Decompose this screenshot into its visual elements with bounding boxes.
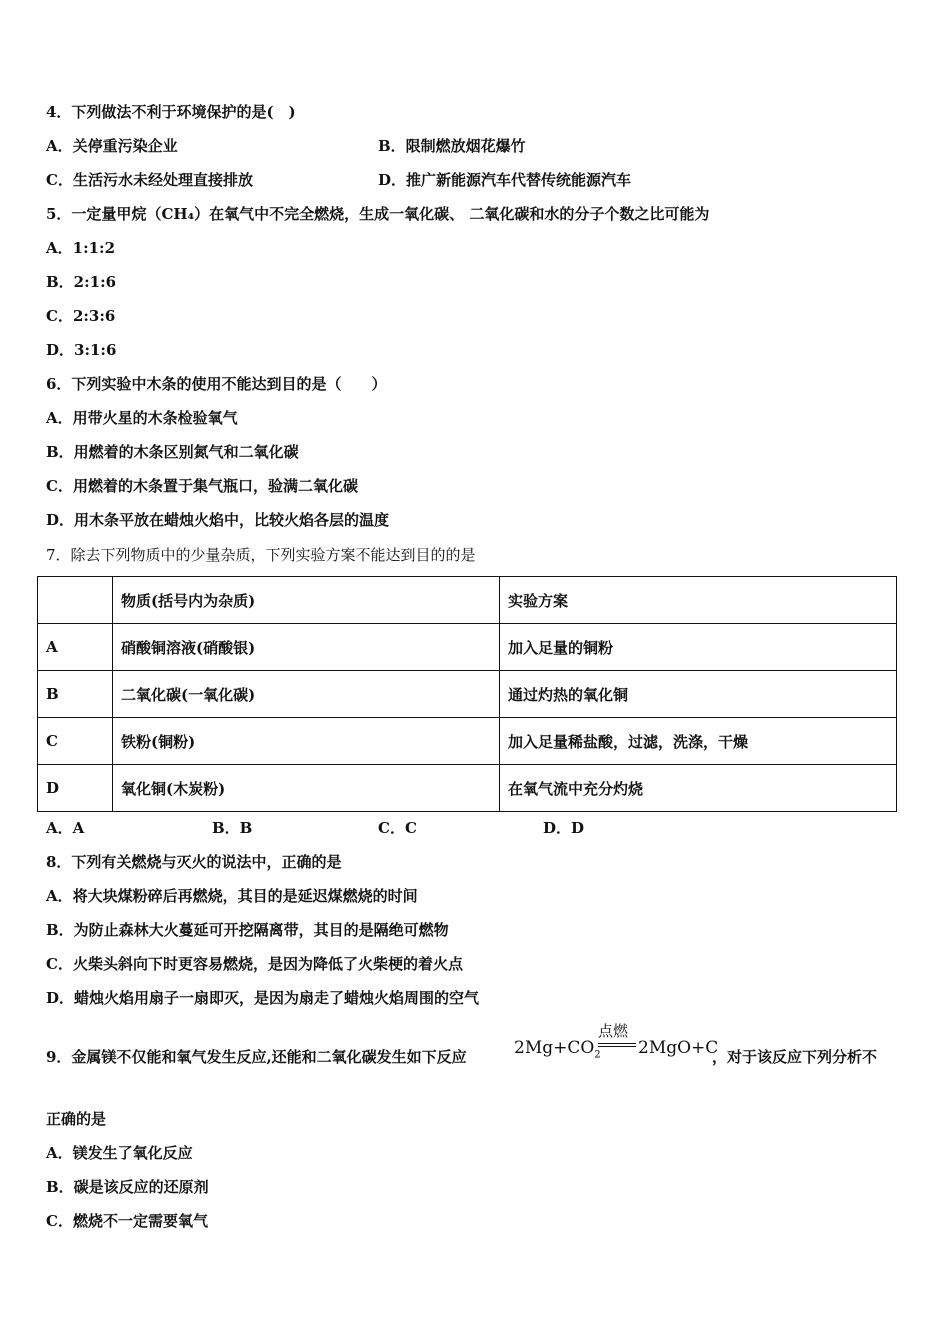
q7-option-a: A．A [46,819,85,837]
q6-option-d: D．用木条平放在蜡烛火焰中，比较火焰各层的温度 [46,511,390,529]
table-row [38,718,897,765]
table-header-cell: 物质(括号内为杂质) [113,577,500,624]
q4-option-a: A．关停重污染企业 [46,137,178,155]
q6-stem: 6．下列实验中木条的使用不能达到目的是（ ） [46,375,387,393]
q6-option-c: C．用燃着的木条置于集气瓶口，验满二氧化碳 [46,477,358,495]
q5-option-c: C．2:3:6 [46,307,116,325]
equation-bar [598,1046,636,1047]
q8-option-c: C．火柴头斜向下时更容易燃烧，是因为降低了火柴梗的着火点 [46,955,463,973]
table-header-cell: 实验方案 [500,577,897,624]
q9-option-b: B．碳是该反应的还原剂 [46,1178,209,1196]
reaction-condition: 点燃 [598,1022,629,1040]
table-row [38,624,897,671]
q9-stem-after: ，对于该反应下列分析不 [712,1048,878,1066]
table-cell: 二氧化碳(一氧化碳) [113,671,500,718]
q4-stem: 4．下列做法不利于环境保护的是( ) [46,103,296,121]
table-header-cell [38,577,113,624]
q4-option-d: D．推广新能源汽车代替传统能源汽车 [378,171,632,189]
table-cell: D [38,765,113,812]
table-row [38,765,897,812]
table-cell: 硝酸铜溶液(硝酸银) [113,624,500,671]
q7-option-b: B．B [212,819,253,837]
equation-products: 2MgO+C [638,1038,719,1058]
table-cell: 在氧气流中充分灼烧 [500,765,897,812]
table-cell: C [38,718,113,765]
q5-option-a: A．1:1:2 [46,239,116,257]
table-row [38,671,897,718]
reaction-equation [514,1020,719,1070]
q4-option-b: B．限制燃放烟花爆竹 [378,137,526,155]
table-cell: 铁粉(铜粉) [113,718,500,765]
q6-option-a: A．用带火星的木条检验氧气 [46,409,238,427]
q9-stem-line2: 正确的是 [46,1110,107,1128]
q8-option-b: B．为防止森林大火蔓延可开挖隔离带，其目的是隔绝可燃物 [46,921,449,939]
table-cell: 加入足量的铜粉 [500,624,897,671]
table-cell: A [38,624,113,671]
table-cell: B [38,671,113,718]
equation-bar [598,1043,636,1044]
table-cell: 氧化铜(木炭粉) [113,765,500,812]
equation-reactants: $2Mg+CO_2$ [514,1038,601,1061]
q5-option-d: D．3:1:6 [46,341,117,359]
table-header-row [38,577,897,624]
q9-option-a: A．镁发生了氧化反应 [46,1144,193,1162]
q8-stem: 8．下列有关燃烧与灭火的说法中，正确的是 [46,853,342,871]
q5-option-b: B．2:1:6 [46,273,117,291]
q8-option-d: D．蜡烛火焰用扇子一扇即灭，是因为扇走了蜡烛火焰周围的空气 [46,989,480,1007]
q7-table [37,576,897,812]
q9-option-c: C．燃烧不一定需要氧气 [46,1212,208,1230]
table-cell: 通过灼热的氧化铜 [500,671,897,718]
table-cell: 加入足量稀盐酸，过滤，洗涤，干燥 [500,718,897,765]
q7-option-c: C．C [378,819,417,837]
q7-option-d: D．D [543,819,585,837]
q9-stem-before: 9．金属镁不仅能和氧气发生反应,还能和二氧化碳发生如下反应 [46,1048,467,1066]
q7-stem: 7．除去下列物质中的少量杂质，下列实验方案不能达到目的的是 [46,546,476,564]
q5-stem: 5．一定量甲烷（CH₄）在氧气中不完全燃烧，生成一氧化碳、 二氧化碳和水的分子个数之比可能为 [46,205,710,223]
q8-option-a: A．将大块煤粉碎后再燃烧，其目的是延迟煤燃烧的时间 [46,887,418,905]
q4-option-c: C．生活污水未经处理直接排放 [46,171,253,189]
q6-option-b: B．用燃着的木条区别氮气和二氧化碳 [46,443,299,461]
